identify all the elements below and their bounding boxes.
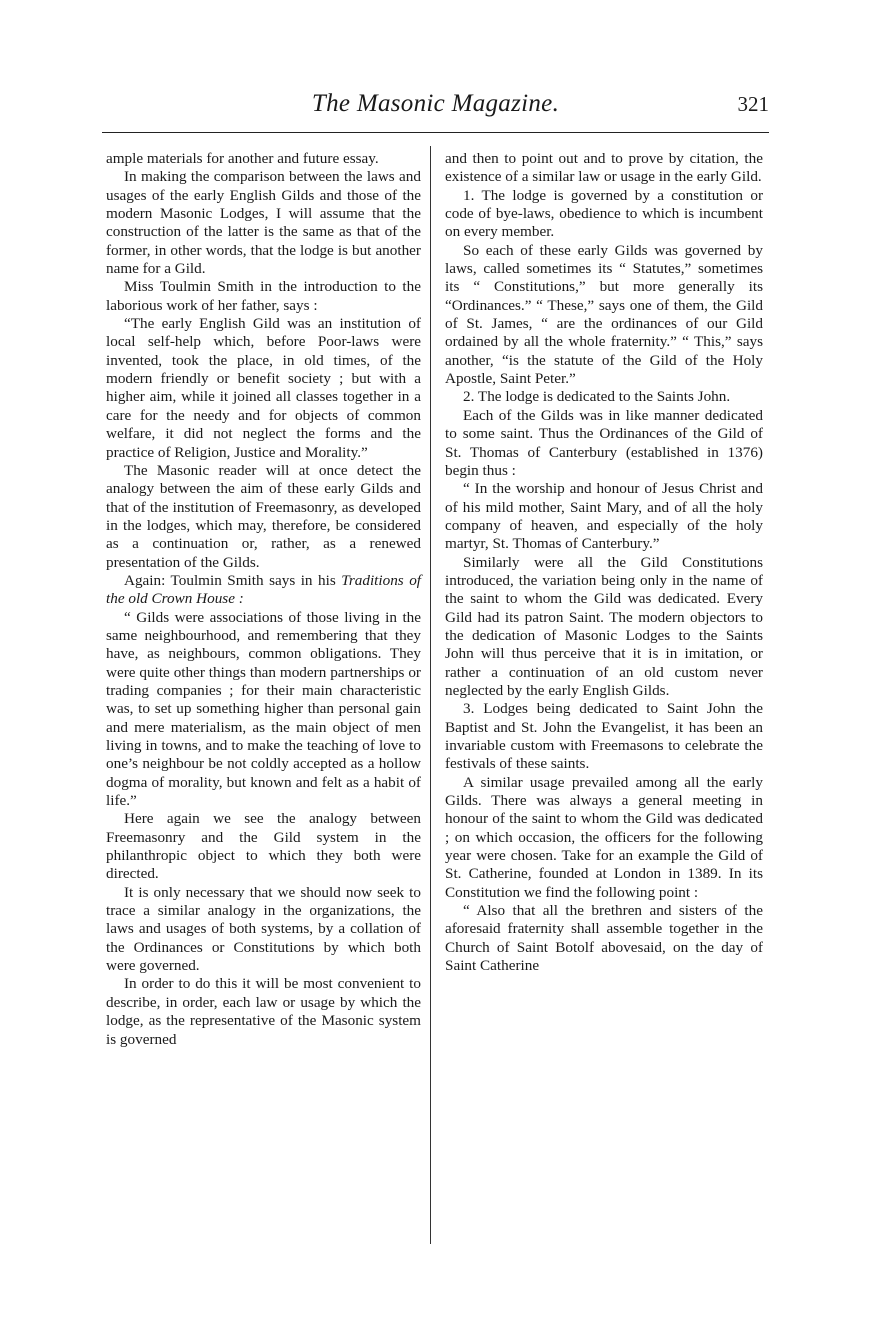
- paragraph: Miss Toulmin Smith in the introduction to the laborious work of her father, says :: [106, 278, 421, 314]
- paragraph: 2. The lodge is dedicated to the Saints John.: [463, 388, 731, 406]
- book-title: Traditions of the old Crown House :: [106, 571, 422, 608]
- paragraph: Each of the Gilds was in like manner dedicated to some saint. Thus the Ordinances of the Gild of St. Thomas of Canterbury (established in 1376) begin thus :: [445, 406, 763, 479]
- paragraph: Similarly were all the Gild Constitutions introduced, the variation being only in the name of the saint to whom the Gild was dedicated. Every Gild had its patron Saint. The modern objectors to the dedication of Masonic Lodges to the Saints John will thus perceive that it is in imitation, or rather a continuation of an old custom never neglected by the early English Gilds.: [445, 553, 763, 699]
- quotation: “ Also that all the brethren and sisters of the aforesaid fraternity shall assemble together in the Church of Saint Botolf abovesaid, on the day of Saint Catherine: [445, 902, 763, 975]
- paragraph: In making the comparison between the laws and usages of the early English Gilds and those of the modern Masonic Lodges, I will assume that the construction of the latter is the same as that of the former, in other words, that the lodge is but another name for a Gild.: [106, 168, 421, 278]
- page-number: 321: [737, 92, 769, 116]
- paragraph: So each of these early Gilds was governed by laws, called sometimes its “ Statutes,” sometimes its “ Constitutions,” but more generally its “Ordinances.” “ These,” says one of them, the Gild of St. James, “ are the ordinances of our Gild ordained by all the whole fraternity.” “ This,” says another, “is the statute of the Gild of the Holy Apostle, Saint Peter.”: [445, 241, 763, 388]
- paragraph: 1. The lodge is governed by a constitution or code of bye-laws, obedience to which is incumbent on every member.: [445, 186, 763, 241]
- paragraph: The Masonic reader will at once detect the analogy between the aim of these early Gilds and that of the institution of Freemasonry, as developed in the lodges, which may, therefore, be considered as a continuation or, rather, as a renewed presentation of the Gilds.: [106, 461, 421, 571]
- paragraph-text: Again: Toulmin Smith says in his: [124, 571, 336, 589]
- paragraph: Here again we see the analogy between Freemasonry and the Gild system in the philanthropic object to which they both were directed.: [106, 810, 421, 883]
- paragraph: In order to do this it will be most convenient to describe, in order, each law or usage by which the lodge, as the representative of the Masonic system is governed: [106, 975, 421, 1048]
- quotation: “The early English Gild was an institution of local self-help which, before Poor-laws were invented, took the place, in old times, of the modern friendly or benefit society ; but with a higher aim, while it joined all classes together in a care for the needy and for objects of common welfare, it did not neglect the forms and the practice of Religion, Justice and Morality.”: [106, 315, 421, 461]
- quotation: “ Gilds were associations of those living in the same neighbourhood, and remembering that they have, as neighbours, common obligations. They were quite other things than modern partnerships or trading companies ; for their main characteristic was, to set up something higher than personal gain and mere materialism, as the main object of men living in towns, and to make the teaching of love to one’s neighbour be not coldly accepted as a hollow dogma of morality, but known and felt as a habit of life.”: [106, 608, 421, 810]
- quotation: “ In the worship and honour of Jesus Christ and of his mild mother, Saint Mary, and of all the holy company of heaven, and especially of the holy martyr, St. Thomas of Canterbury.”: [445, 480, 763, 553]
- header-rule: [102, 132, 769, 133]
- page-header: [102, 90, 769, 126]
- right-column: [445, 150, 763, 975]
- paragraph: It is only necessary that we should now seek to trace a similar analogy in the organizations, the laws and usages of both systems, by a collation of the Ordinances or Constitutions by which both were governed.: [106, 883, 421, 975]
- column-divider: [430, 146, 431, 1244]
- paragraph: A similar usage prevailed among all the early Gilds. There was always a general meeting in honour of the saint to whom the Gild was dedicated ; on which occasion, the officers for the following year were chosen. Take for an example the Gild of St. Catherine, founded at London in 1389. In its Constitution we find the following point :: [445, 773, 763, 901]
- magazine-title: The Masonic Magazine.: [311, 90, 560, 117]
- paragraph: 3. Lodges being dedicated to Saint John the Baptist and St. John the Evangelist, it has been an invariable custom with Freemasons to celebrate the festivals of these saints.: [445, 700, 763, 773]
- paragraph: [106, 572, 421, 609]
- paragraph: ample materials for another and future essay.: [106, 150, 379, 167]
- paragraph: and then to point out and to prove by citation, the existence of a similar law or usage in the early Gild.: [445, 150, 763, 186]
- left-column: [106, 150, 421, 1049]
